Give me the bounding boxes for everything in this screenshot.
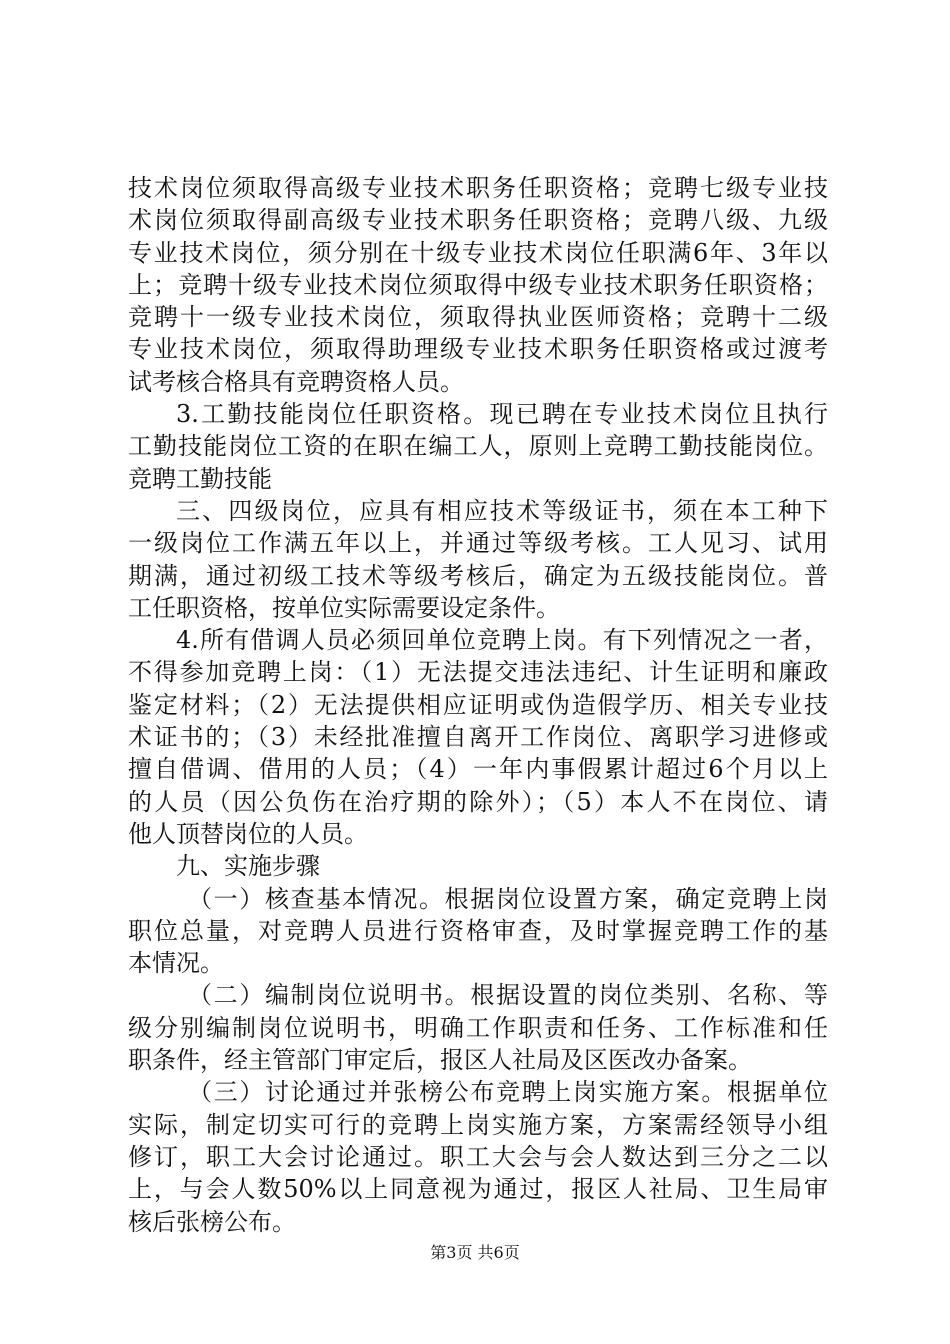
text-line: 级分别编制岗位说明书，明确工作职责和任务、工作标准和任 — [128, 1013, 828, 1042]
text-line: 本情况。 — [128, 949, 224, 978]
text-line: 修订，职工大会讨论通过。职工大会与会人数达到三分之二以 — [128, 1142, 828, 1171]
text-line: 试考核合格具有竞聘资格人员。 — [128, 367, 464, 396]
text-line: 专业技术岗位，须取得助理级专业技术职务任职资格或过渡考 — [128, 335, 828, 364]
text-line: 竞聘工勤技能 — [128, 464, 272, 493]
text-line: 术岗位须取得副高级专业技术职务任职资格；竞聘八级、九级 — [128, 206, 828, 235]
text-line: 工勤技能岗位工资的在职在编工人，原则上竞聘工勤技能岗位。 — [128, 432, 828, 461]
text-line: （一）核查基本情况。根据岗位设置方案，确定竞聘上岗 — [188, 884, 828, 913]
text-line: 实际，制定切实可行的竞聘上岗实施方案，方案需经领导小组 — [128, 1110, 828, 1139]
text-line: 不得参加竞聘上岗：（1）无法提交违法违纪、计生证明和廉政 — [128, 658, 828, 687]
text-line: 技术岗位须取得高级专业技术职务任职资格；竞聘七级专业技 — [128, 174, 828, 202]
text-line: 竞聘十一级专业技术岗位，须取得执业医师资格；竞聘十二级 — [128, 303, 828, 332]
text-line: 三、四级岗位，应具有相应技术等级证书，须在本工种下 — [176, 496, 828, 525]
text-line: 职条件，经主管部门审定后，报区人社局及区医改办备案。 — [128, 1046, 752, 1075]
text-line: 职位总量，对竞聘人员进行资格审查，及时掌握竞聘工作的基 — [128, 916, 828, 945]
text-line: 4.所有借调人员必须回单位竞聘上岗。有下列情况之一者， — [176, 626, 828, 655]
text-line: 他人顶替岗位的人员。 — [128, 819, 368, 848]
text-line: 核后张榜公布。 — [128, 1207, 296, 1236]
text-line: 专业技术岗位，须分别在十级专业技术岗位任职满6年、3年以 — [128, 238, 828, 267]
text-line: 鉴定材料；（2）无法提供相应证明或伪造假学历、相关专业技 — [128, 690, 828, 719]
text-line: 的人员（因公负伤在治疗期的除外）；（5）本人不在岗位、请 — [128, 787, 828, 816]
section-heading: 九、实施步骤 — [176, 852, 320, 881]
text-line: 工任职资格，按单位实际需要设定条件。 — [128, 593, 560, 622]
text-line: 擅自借调、借用的人员；（4）一年内事假累计超过6个月以上 — [128, 755, 828, 784]
text-line: 术证书的；（3）未经批准擅自离开工作岗位、离职学习进修或 — [128, 723, 828, 752]
text-line: 上；竞聘十级专业技术岗位须取得中级专业技术职务任职资格； — [128, 270, 828, 299]
text-line: 3.工勤技能岗位任职资格。现已聘在专业技术岗位且执行 — [176, 400, 828, 429]
text-line: （二）编制岗位说明书。根据设置的岗位类别、名称、等 — [188, 981, 828, 1010]
document-body — [128, 172, 828, 1238]
text-line: 期满，通过初级工技术等级考核后，确定为五级技能岗位。普 — [128, 561, 828, 590]
text-line: 上，与会人数50%以上同意视为通过，报区人社局、卫生局审 — [128, 1175, 828, 1204]
page-footer: 第3页 共6页 — [430, 1243, 520, 1262]
text-line: 一级岗位工作满五年以上，并通过等级考核。工人见习、试用 — [128, 529, 828, 558]
text-line: （三）讨论通过并张榜公布竞聘上岗实施方案。根据单位 — [188, 1078, 828, 1107]
